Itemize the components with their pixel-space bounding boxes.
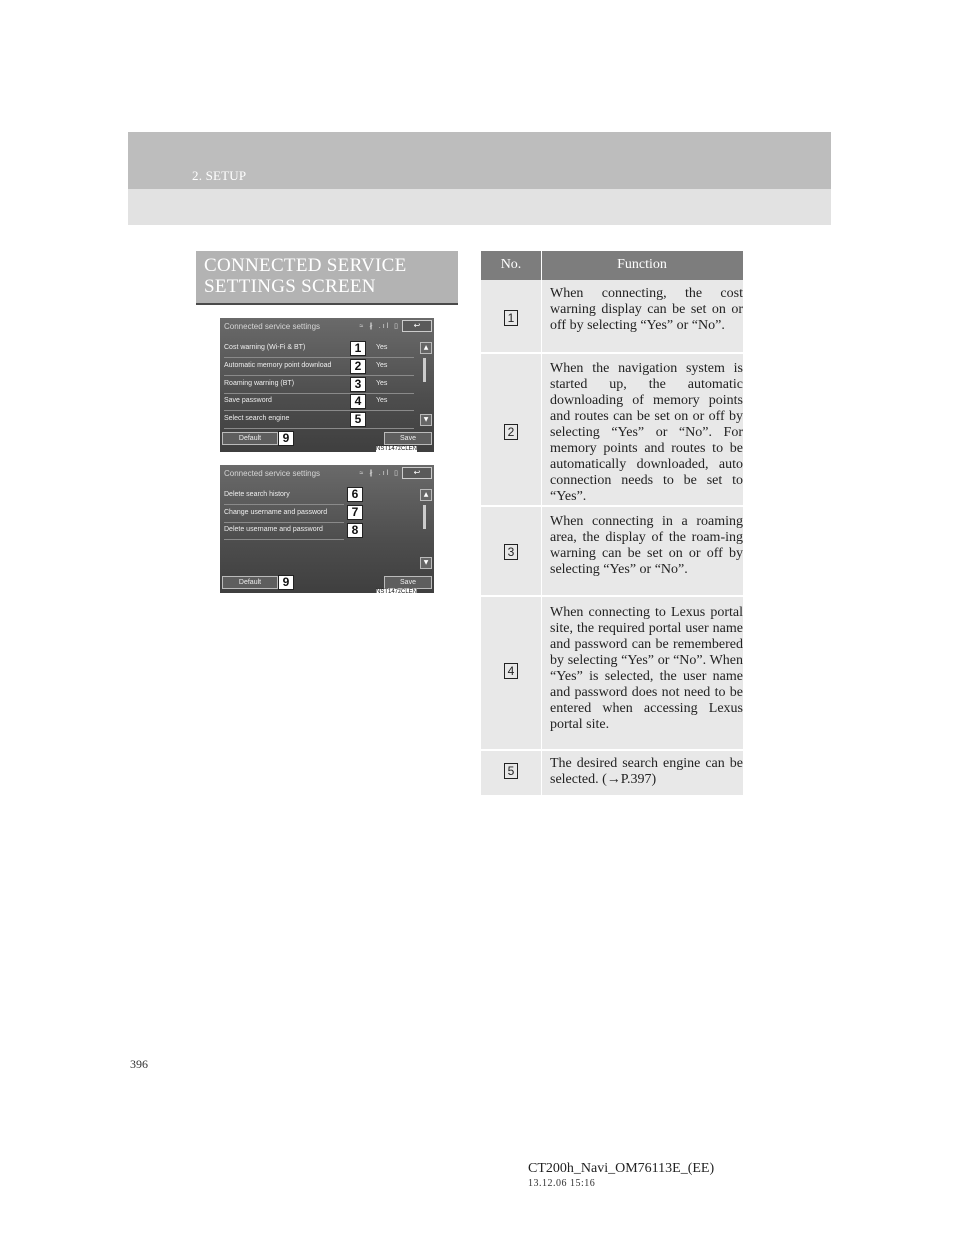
scroll-down-icon[interactable]: ▼ <box>420 557 432 569</box>
setting-label: Delete username and password <box>224 526 323 533</box>
row-function-text: The desired search engine can be selected. (→P.397) <box>541 756 743 788</box>
back-icon[interactable]: ↩ <box>402 320 432 332</box>
setting-label: Select search engine <box>224 415 290 422</box>
screen-title: Connected service settings <box>224 469 321 478</box>
table-header <box>481 251 743 280</box>
table-row <box>481 507 743 597</box>
setting-row-change-credentials[interactable] <box>224 507 344 523</box>
row-number: 2 <box>504 424 518 440</box>
column-header-function: Function <box>617 257 667 272</box>
callout-badge: 6 <box>347 487 363 502</box>
save-button[interactable]: Save <box>384 432 432 445</box>
setting-row-save-password[interactable] <box>224 395 414 411</box>
scroll-thumb[interactable] <box>423 358 426 382</box>
column-header-no: No. <box>500 257 522 272</box>
section-title-box <box>196 251 458 303</box>
setting-row-cost-warning[interactable] <box>224 342 414 358</box>
page-number: 396 <box>130 1057 148 1071</box>
setting-label: Change username and password <box>224 509 328 516</box>
row-function-text: When the navigation system is started up, the automatic downloading of memory points and routes can be set on or off by selecting “Yes” or “No”. For memory points and routes to be automatically downloaded, auto connection needs to be set to “Yes”. <box>541 361 743 505</box>
back-icon[interactable]: ↩ <box>402 467 432 479</box>
image-code: NST147zCLEN <box>376 589 418 595</box>
table-row <box>481 597 743 751</box>
setting-value: Yes <box>376 380 388 387</box>
scrollbar[interactable] <box>420 489 430 575</box>
setting-label: Automatic memory point download <box>224 362 332 369</box>
function-table <box>481 251 743 797</box>
screenshot-connected-settings-page2 <box>220 465 434 593</box>
row-function-text: When connecting to Lexus portal site, the required portal user name and password can be remembered by selecting “Yes” or “No”. When “Yes” is selected, the user name and password does not need to be entered when accessing Lexus portal site. <box>541 605 743 733</box>
setting-row-delete-history[interactable] <box>224 489 344 505</box>
row-function-text: When connecting in a roaming area, the display of the roam-ing warning can be set on or off by selecting “Yes” or “No”. <box>541 514 743 578</box>
setting-label: Roaming warning (BT) <box>224 380 295 387</box>
status-icons: ≈ ∦ .ıl ▯ <box>359 323 400 330</box>
setting-label: Save password <box>224 397 272 404</box>
callout-badge: 8 <box>347 523 363 538</box>
row-function-text: When connecting, the cost warning display can be set on or off by selecting “Yes” or “No”. <box>541 286 743 334</box>
scroll-up-icon[interactable]: ▲ <box>420 489 432 501</box>
table-row <box>481 280 743 354</box>
scroll-thumb[interactable] <box>423 505 426 529</box>
scrollbar[interactable] <box>420 342 430 432</box>
scroll-down-icon[interactable]: ▼ <box>420 414 432 426</box>
callout-badge: 2 <box>350 359 366 374</box>
status-icons: ≈ ∦ .ıl ▯ <box>359 470 400 477</box>
image-code: NST147zCLEN <box>376 446 418 452</box>
default-button[interactable]: Default <box>222 576 278 589</box>
setting-value: Yes <box>376 362 388 369</box>
callout-badge: 5 <box>350 412 366 427</box>
setting-row-delete-credentials[interactable] <box>224 524 344 540</box>
document-id: CT200h_Navi_OM76113E_(EE) <box>528 1161 715 1176</box>
scroll-up-icon[interactable]: ▲ <box>420 342 432 354</box>
setting-value: Yes <box>376 397 388 404</box>
setting-value: Yes <box>376 344 388 351</box>
setting-label: Delete search history <box>224 491 290 498</box>
row-number: 3 <box>504 544 518 560</box>
save-button[interactable]: Save <box>384 576 432 589</box>
table-row <box>481 354 743 507</box>
section-title-rule <box>196 303 458 305</box>
default-button[interactable]: Default <box>222 432 278 445</box>
header-subband <box>128 189 831 225</box>
callout-badge: 1 <box>350 341 366 356</box>
callout-badge: 9 <box>278 575 294 590</box>
callout-badge: 7 <box>347 505 363 520</box>
setting-row-auto-download[interactable] <box>224 360 414 376</box>
callout-badge: 9 <box>278 431 294 446</box>
section-title: CONNECTED SERVICE SETTINGS SCREEN <box>204 255 407 297</box>
row-number: 4 <box>504 663 518 679</box>
setting-row-search-engine[interactable] <box>224 413 414 429</box>
row-number: 5 <box>504 763 518 779</box>
setting-row-roaming-warning[interactable] <box>224 378 414 394</box>
callout-badge: 4 <box>350 394 366 409</box>
print-timestamp: 13.12.06 15:16 <box>528 1178 596 1189</box>
callout-badge: 3 <box>350 377 366 392</box>
screen-title: Connected service settings <box>224 322 321 331</box>
setting-label: Cost warning (Wi-Fi & BT) <box>224 344 306 351</box>
row-number: 1 <box>504 310 518 326</box>
table-row <box>481 751 743 797</box>
screenshot-connected-settings-page1 <box>220 318 434 452</box>
section-label: 2. SETUP <box>192 168 247 183</box>
